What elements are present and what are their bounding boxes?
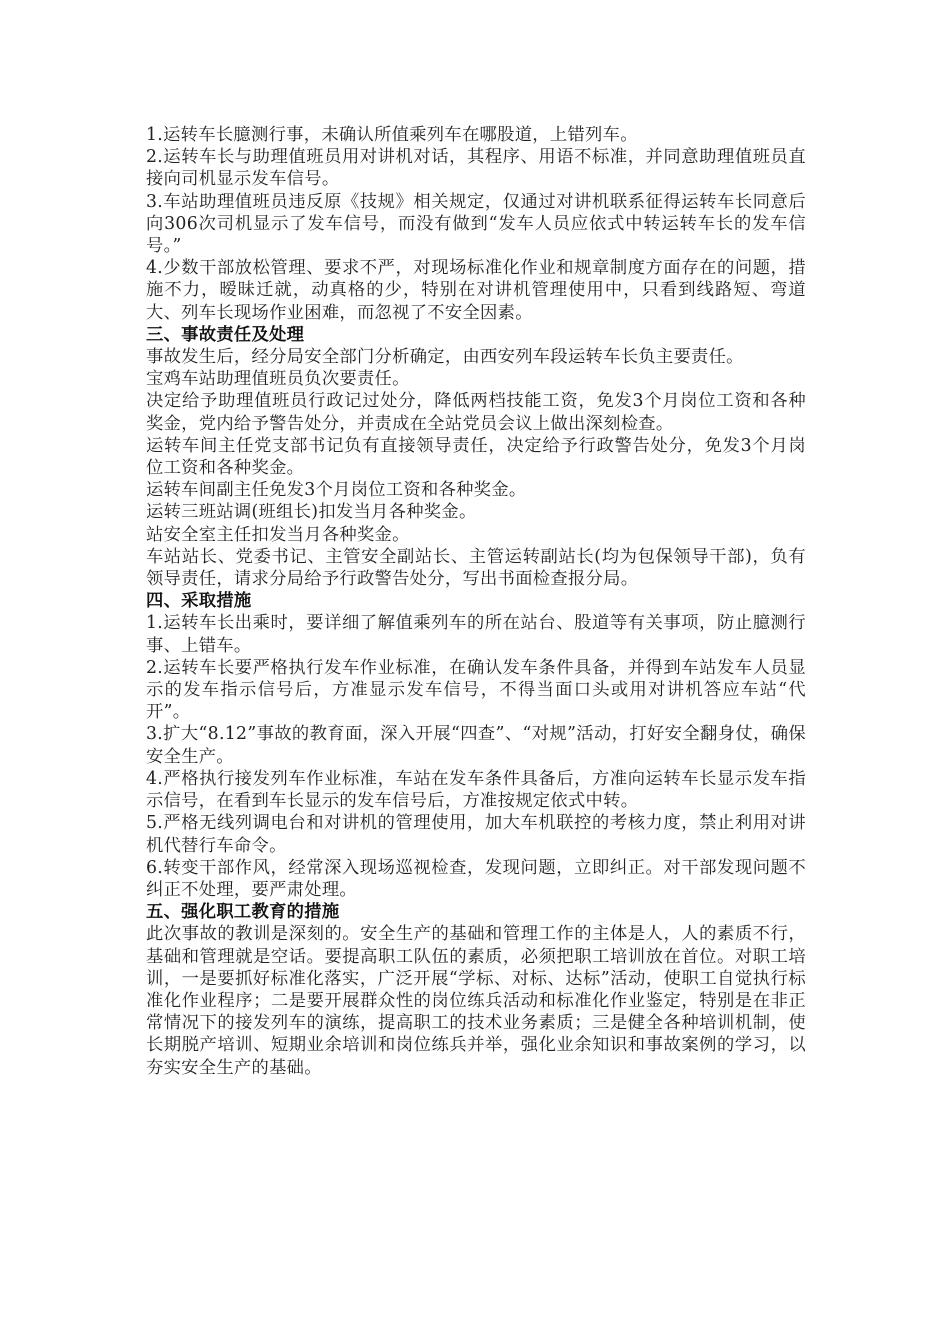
paragraph: 2.运转车长与助理值班员用对讲机对话，其程序、用语不标准，并同意助理值班员直接向司机显示发车信号。 [146,147,806,190]
section-5 [146,901,806,1079]
paragraph: 4.少数干部放松管理、要求不严，对现场标准化作业和规章制度方面存在的问题，措施不力，暧昧迁就，动真格的少，特别在对讲机管理使用中，只看到线路短、弯道大、列车长现场作业困难，而忽视了不安全因素。 [146,258,806,323]
paragraph: 决定给予助理值班员行政记过处分，降低两档技能工资，免发3个月岗位工资和各种奖金，党内给予警告处分，并责成在全站党员会议上做出深刻检查。 [146,391,806,434]
paragraph: 3.扩大“8.12”事故的教育面，深入开展“四查”、“对规”活动，打好安全翻身仗，确保安全生产。 [146,724,806,767]
section-heading: 三、事故责任及处理 [146,324,305,345]
paragraph: 1.运转车长臆测行事，未确认所值乘列车在哪股道，上错列车。 [146,125,638,145]
section-3 [146,324,806,590]
paragraph: 宝鸡车站助理值班员负次要责任。 [146,369,410,390]
paragraph: 2.运转车长要严格执行发车作业标准，在确认发车条件具备，并得到车站发车人员显示的发车指示信号后，方准显示发车信号，不得当面口头或用对讲机答应车站“代开”。 [146,657,806,723]
paragraph: 此次事故的教训是深刻的。安全生产的基础和管理工作的主体是人，人的素质不行，基础和管理就是空话。要提高职工队伍的素质，必须把职工培训放在首位。对职工培训，一是要抓好标准化落实，广泛开展“学标、对标、达标”活动，使职工自觉执行标准化作业程序；二是要开展群众性的岗位练兵活动和标准化作业鉴定，特别是在非正常情况下的接发列车的演练，提高职工的技术业务素质；三是健全各种培训机制，使长期脱产培训、短期业余培训和岗位练兵并举，强化业余知识和事故案例的学习，以夯实安全生产的基础。 [146,924,806,1078]
paragraph: 4.严格执行接发列车作业标准，车站在发车条件具备后，方准向运转车长显示发车指示信号，在看到车长显示的发车信号后，方准按规定依式中转。 [146,768,806,812]
section-heading: 四、采取措施 [146,591,252,612]
paragraph: 运转三班站调(班组长)扣发当月各种奖金。 [146,502,477,523]
paragraph: 1.运转车长出乘时，要详细了解值乘列车的所在站台、股道等有关事项，防止臆测行事、上错车。 [146,613,806,656]
section-4 [146,590,806,901]
paragraph: 运转车间主任党支部书记负有直接领导责任，决定给予行政警告处分，免发3个月岗位工资和各种奖金。 [146,435,806,479]
document-page [146,124,806,1079]
paragraph: 3.车站助理值班员违反原《技规》相关规定，仅通过对讲机联系征得运转车长同意后向306次司机显示了发车信号，而没有做到“发车人员应依式中转运转车长的发车信号。” [146,191,806,257]
paragraph: 车站站长、党委书记、主管安全副站长、主管运转副站长(均为包保领导干部)，负有领导责任，请求分局给予行政警告处分，写出书面检查报分局。 [146,546,806,590]
section-2-items [146,124,806,324]
paragraph: 事故发生后，经分局安全部门分析确定，由西安列车段运转车长负主要责任。 [146,347,744,368]
paragraph: 5.严格无线列调电台和对讲机的管理使用，加大车机联控的考核力度，禁止利用对讲机代替行车命令。 [146,813,806,856]
paragraph: 运转车间副主任免发3个月岗位工资和各种奖金。 [146,480,527,501]
paragraph: 6.转变干部作风，经常深入现场巡视检查，发现问题，立即纠正。对干部发现问题不纠正不处理，要严肃处理。 [146,857,806,900]
paragraph: 站安全室主任扣发当月各种奖金。 [146,524,410,545]
section-heading: 五、强化职工教育的措施 [146,902,340,923]
